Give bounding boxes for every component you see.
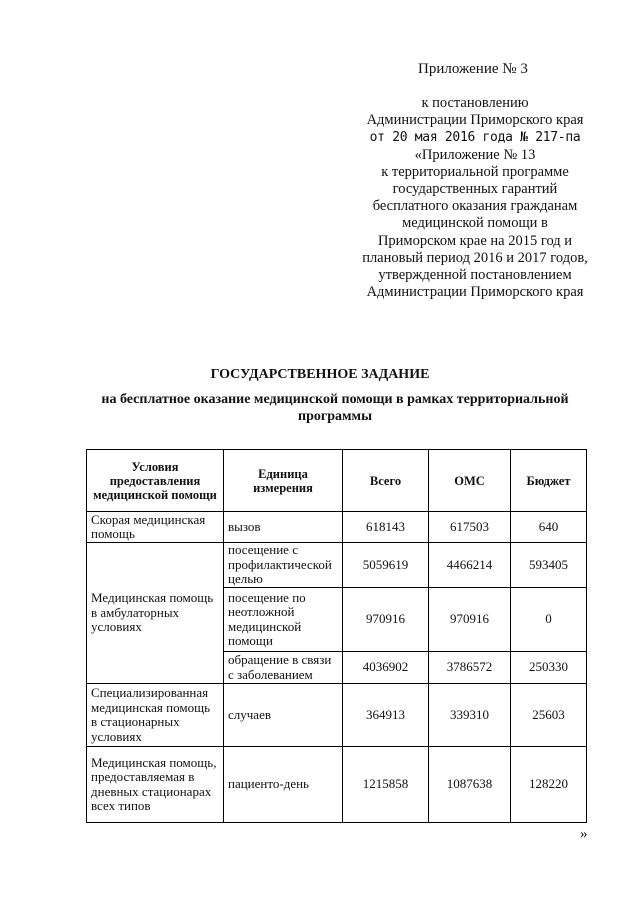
cell-budget: 25603 — [511, 684, 587, 747]
header-line: утвержденной постановлением — [378, 267, 572, 284]
document-title: ГОСУДАРСТВЕННОЕ ЗАДАНИЕ — [210, 367, 430, 382]
cell-unit: пациенто-день — [224, 747, 343, 823]
document-subtitle: на бесплатное оказание медицинской помощи в рамках территориальной программы — [101, 392, 569, 424]
cell-total: 618143 — [343, 512, 429, 543]
table-header-row — [87, 450, 587, 512]
header-conditions: Условия предоставления медицинской помощи — [87, 450, 224, 512]
cell-total: 970916 — [343, 588, 429, 652]
cell-oms: 3786572 — [429, 652, 511, 684]
closing-quote: » — [580, 826, 588, 842]
cell-budget: 250330 — [511, 652, 587, 684]
header-total: Всего — [343, 450, 429, 512]
header-line: к постановлению — [421, 95, 529, 111]
header-line: плановый период 2016 и 2017 годов, — [362, 249, 588, 266]
cell-oms: 617503 — [429, 512, 511, 543]
header-line: «Приложение № 13 — [414, 146, 536, 163]
cell-budget: 128220 — [511, 747, 587, 823]
cell-oms: 339310 — [429, 684, 511, 747]
cell-unit: обращение в связи с заболеванием — [224, 652, 343, 684]
cell-total: 364913 — [343, 684, 429, 747]
header-line: Администрации Приморского края — [366, 284, 584, 301]
header-line: Администрации Приморского края — [366, 112, 584, 129]
table-row — [87, 512, 587, 543]
header-line: к территориальной программе — [381, 163, 569, 180]
resolution-date-stamp: от 20 мая 2016 года № 217-па — [369, 130, 581, 146]
cell-conditions: Медицинская помощь в амбулаторных условиях — [87, 543, 224, 684]
cell-unit: посещение по неотложной медицинской помощи — [224, 588, 343, 652]
header-oms: ОМС — [429, 450, 511, 512]
cell-unit: случаев — [224, 684, 343, 747]
cell-budget: 593405 — [511, 543, 587, 588]
cell-conditions: Специализированная медицинская помощь в стационарных условиях — [87, 684, 224, 747]
appendix-number: Приложение № 3 — [418, 61, 528, 77]
table-row — [87, 747, 587, 823]
header-unit: Единица измерения — [224, 450, 343, 512]
cell-total: 4036902 — [343, 652, 429, 684]
state-assignment-table — [86, 449, 587, 823]
cell-budget: 640 — [511, 512, 587, 543]
cell-conditions: Медицинская помощь, предоставляемая в дневных стационарах всех типов — [87, 747, 224, 823]
cell-oms: 1087638 — [429, 747, 511, 823]
table-row — [87, 543, 587, 588]
cell-total: 5059619 — [343, 543, 429, 588]
cell-conditions: Скорая медицинская помощь — [87, 512, 224, 543]
cell-oms: 970916 — [429, 588, 511, 652]
header-line: бесплатного оказания гражданам — [372, 198, 578, 215]
cell-unit: посещение с профилактической целью — [224, 543, 343, 588]
cell-total: 1215858 — [343, 747, 429, 823]
cell-budget: 0 — [511, 588, 587, 652]
header-budget: Бюджет — [511, 450, 587, 512]
header-line: Приморском крае на 2015 год и — [377, 232, 573, 249]
table-row — [87, 684, 587, 747]
cell-oms: 4466214 — [429, 543, 511, 588]
cell-unit: вызов — [224, 512, 343, 543]
resolution-header — [340, 95, 610, 301]
header-line: медицинской помощи в — [402, 215, 548, 232]
header-line: государственных гарантий — [392, 181, 558, 198]
